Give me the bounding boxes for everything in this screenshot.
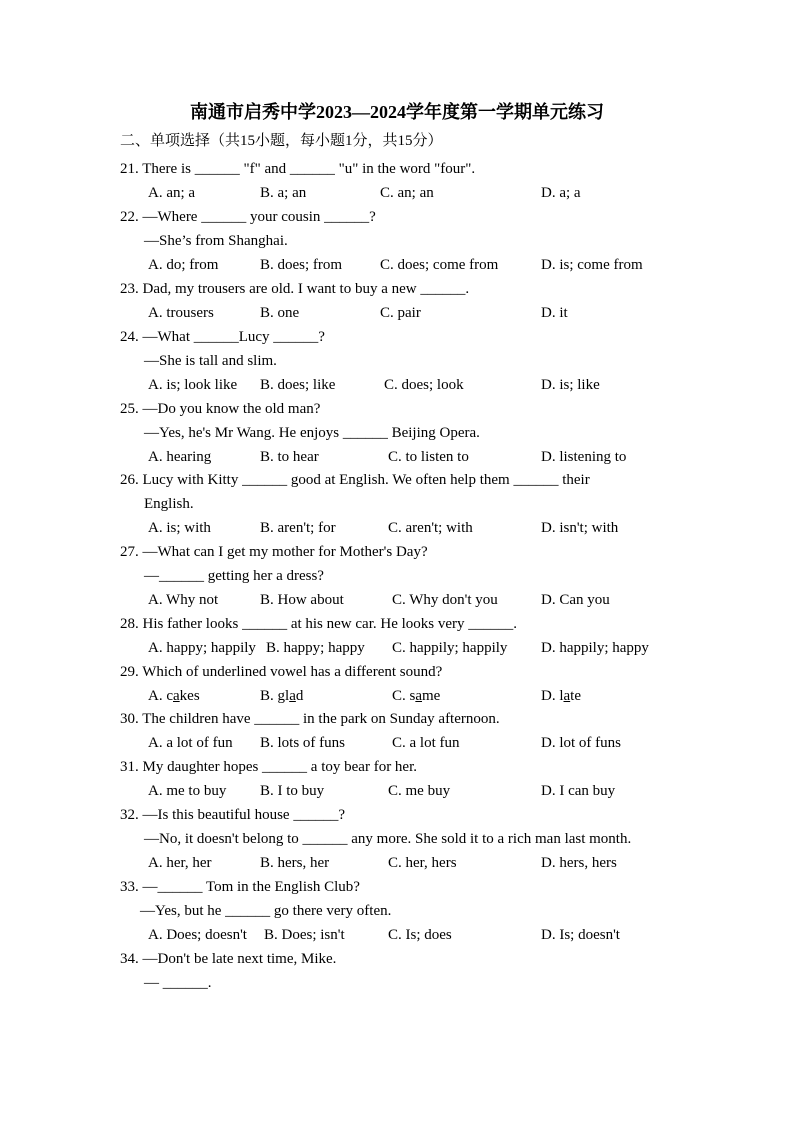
question-stem: 34. —Don't be late next time, Mike. xyxy=(120,951,337,967)
question-stem: 30. The children have ______ in the park on Sunday afternoon. xyxy=(120,711,500,727)
option-text: B. gl xyxy=(260,688,290,704)
option-d: D. isn't; with xyxy=(541,520,619,536)
option-b: B. hers, her xyxy=(260,855,330,871)
option-c: C. aren't; with xyxy=(388,520,473,536)
underlined-vowel: a xyxy=(289,688,296,704)
question-stem-line: —She’s from Shanghai. xyxy=(144,233,288,249)
option-c: C. Why don't you xyxy=(392,592,498,608)
option-b: B. one xyxy=(260,305,300,321)
question-stem: 31. My daughter hopes ______ a toy bear for her. xyxy=(120,759,418,775)
section-heading: 二、单项选择（共15小题，每小题1分，共15分） xyxy=(120,133,443,149)
option-a: A. a lot of fun xyxy=(148,735,233,751)
option-c: C. does; come from xyxy=(380,257,499,273)
option-d: D. a; a xyxy=(541,185,581,201)
option-c: C. me buy xyxy=(388,783,451,799)
question-stem: 26. Lucy with Kitty ______ good at English. We often help them ______ their xyxy=(120,472,590,488)
option-d: D. is; come from xyxy=(541,257,643,273)
option-d: D. it xyxy=(541,305,568,321)
option-text: D. l xyxy=(541,688,564,704)
option-d: D. lot of funs xyxy=(541,735,621,751)
option-d xyxy=(541,687,581,705)
question-stem-line: —No, it doesn't belong to ______ any more. She sold it to a rich man last month. xyxy=(144,831,632,847)
option-a: A. Does; doesn't xyxy=(148,927,247,943)
question-stem-line: —Yes, he's Mr Wang. He enjoys ______ Beijing Opera. xyxy=(144,425,480,441)
question-stem-line: —She is tall and slim. xyxy=(144,353,277,369)
option-text: me xyxy=(422,688,441,704)
option-text: kes xyxy=(179,688,200,704)
question-stem-line: English. xyxy=(144,496,194,512)
option-b: B. does; from xyxy=(260,257,343,273)
option-c: C. does; look xyxy=(384,377,464,393)
option-d: D. is; like xyxy=(541,377,600,393)
underlined-vowel: a xyxy=(415,688,423,704)
question-stem: 28. His father looks ______ at his new car. He looks very ______. xyxy=(120,616,518,632)
option-b xyxy=(260,687,303,705)
option-a: A. hearing xyxy=(148,449,212,465)
option-b: B. happy; happy xyxy=(266,640,365,656)
option-d: D. I can buy xyxy=(541,783,616,799)
option-a: A. is; look like xyxy=(148,377,238,393)
question-stem: 27. —What can I get my mother for Mother's Day? xyxy=(120,544,428,560)
question-stem: 22. —Where ______ your cousin ______? xyxy=(120,209,376,225)
option-b: B. Does; isn't xyxy=(264,927,345,943)
option-c: C. Is; does xyxy=(388,927,452,943)
option-b: B. aren't; for xyxy=(260,520,336,536)
option-c: C. happily; happily xyxy=(392,640,508,656)
option-d: D. listening to xyxy=(541,449,627,465)
option-a: A. Why not xyxy=(148,592,219,608)
option-b: B. I to buy xyxy=(260,783,325,799)
question-stem: 23. Dad, my trousers are old. I want to buy a new ______. xyxy=(120,281,470,297)
option-b: B. How about xyxy=(260,592,344,608)
question-stem-line: —______ getting her a dress? xyxy=(144,568,324,584)
option-text: C. s xyxy=(392,688,416,704)
underlined-vowel: a xyxy=(173,688,180,704)
question-stem: 32. —Is this beautiful house ______? xyxy=(120,807,345,823)
option-a: A. happy; happily xyxy=(148,640,256,656)
option-d: D. happily; happy xyxy=(541,640,649,656)
option-b: B. does; like xyxy=(260,377,336,393)
option-c: C. an; an xyxy=(380,185,434,201)
page-title: 南通市启秀中学2023—2024学年度第一学期单元练习 xyxy=(190,102,604,122)
question-stem-line: — ______. xyxy=(144,975,212,991)
option-a: A. her, her xyxy=(148,855,212,871)
question-stem: 25. —Do you know the old man? xyxy=(120,401,321,417)
option-c: C. to listen to xyxy=(388,449,469,465)
question-stem: 33. —______ Tom in the English Club? xyxy=(120,879,360,895)
option-b: B. lots of funs xyxy=(260,735,346,751)
option-c: C. her, hers xyxy=(388,855,457,871)
option-a: A. an; a xyxy=(148,185,196,201)
option-b: B. a; an xyxy=(260,185,307,201)
option-a xyxy=(148,687,200,705)
option-a: A. me to buy xyxy=(148,783,227,799)
underlined-vowel: a xyxy=(563,688,571,704)
option-c xyxy=(392,687,440,705)
option-b: B. to hear xyxy=(260,449,319,465)
option-text: A. c xyxy=(148,688,173,704)
option-a: A. trousers xyxy=(148,305,214,321)
option-d: D. hers, hers xyxy=(541,855,617,871)
question-stem: 29. Which of underlined vowel has a different sound? xyxy=(120,664,443,680)
option-d: D. Is; doesn't xyxy=(541,927,620,943)
question-stem: 21. There is ______ "f" and ______ "u" in the word "four". xyxy=(120,161,476,177)
option-text: te xyxy=(570,688,581,704)
option-c: C. a lot fun xyxy=(392,735,460,751)
option-text: d xyxy=(295,688,304,704)
question-stem: 24. —What ______Lucy ______? xyxy=(120,329,325,345)
option-a: A. is; with xyxy=(148,520,211,536)
option-d: D. Can you xyxy=(541,592,610,608)
option-c: C. pair xyxy=(380,305,421,321)
question-stem-line: —Yes, but he ______ go there very often. xyxy=(140,903,392,919)
option-a: A. do; from xyxy=(148,257,219,273)
